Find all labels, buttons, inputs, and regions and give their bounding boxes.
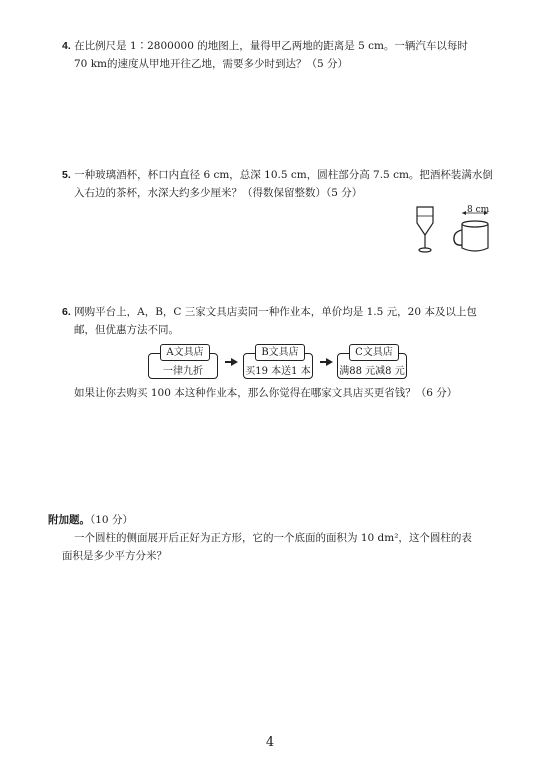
arrow-icon [231, 358, 238, 366]
bonus-line-2: 面积是多少平方分米？ [62, 550, 167, 562]
question-6-line-1: 6. 网购平台上，A，B，C 三家文具店卖同一种作业本，单价均是 1.5 元，20 本及以上包 [62, 306, 477, 318]
tea-cup-figure [452, 210, 497, 255]
shop-c-box [337, 344, 409, 380]
tea-cup-diameter-label: 8 cm [467, 205, 490, 215]
shop-c-name: C文具店 [349, 344, 399, 361]
question-5-number: 5. [62, 169, 71, 181]
wine-glass-figure [410, 205, 440, 255]
shop-b-box [243, 344, 315, 380]
question-5-line-1: 5. 一种玻璃酒杯，杯口内直径 6 cm，总深 10.5 cm，圆柱部分高 7.5 cm。把酒杯装满水倒 [62, 169, 493, 181]
question-4-line-2: 70 km的速度从甲地开往乙地，需要多少时到达？（5 分） [74, 58, 349, 70]
bonus-heading [48, 512, 133, 528]
shop-b-deal: 买19 本送1 本 [245, 366, 311, 377]
question-4-number: 4. [62, 40, 71, 52]
shop-a-box [148, 344, 220, 380]
arrow-icon [326, 358, 333, 366]
question-5-line-2: 入右边的茶杯，水深大约多少厘米？（得数保留整数）（5 分） [74, 187, 363, 199]
shop-a-deal: 一律九折 [163, 366, 203, 377]
question-6-number: 6. [62, 306, 71, 318]
shop-a-name: A文具店 [160, 344, 210, 361]
page-number: 4 [265, 735, 275, 750]
question-6-line-2: 邮，但优惠方法不同。 [74, 324, 179, 336]
question-6-followup: 如果让你去购买 100 本这种作业本，那么你觉得在哪家文具店买更省钱？（6 分） [74, 387, 458, 399]
bonus-title: 附加题。 [48, 514, 90, 526]
shop-c-deal: 满88 元减8 元 [339, 366, 405, 377]
bonus-score: （10 分） [90, 514, 133, 526]
bonus-line-1: 一个圆柱的侧面展开后正好为正方形，它的一个底面的面积为 10 dm²，这个圆柱的表 [74, 532, 472, 544]
shop-b-name: B文具店 [255, 344, 305, 361]
question-4-line-1: 4. 在比例尺是 1∶2800000 的地图上，量得甲乙两地的距离是 5 cm。一辆汽车以每时 [62, 40, 468, 52]
